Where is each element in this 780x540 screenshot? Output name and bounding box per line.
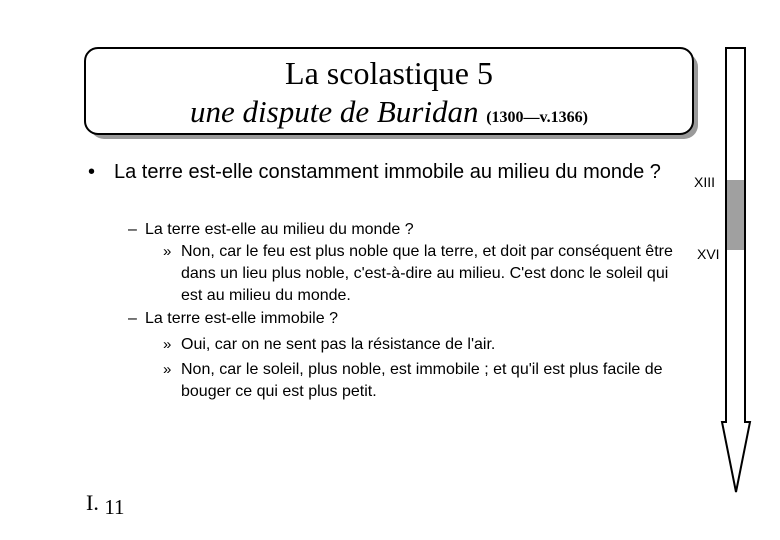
point-1-sub-1-text: Non, car le feu est plus noble que la terre, et doit par conséquent être dans un lieu plus noble, c'est-à-dire au milieu. C'est donc le soleil qui est au milieu du monde.	[181, 243, 673, 304]
timeline-arrow-outline	[722, 48, 750, 492]
timeline-arrow	[718, 44, 754, 496]
point-2	[128, 308, 668, 330]
point-2-text: La terre est-elle immobile ?	[145, 310, 338, 327]
point-2-sub-1	[163, 334, 698, 356]
chevron-mark: »	[163, 243, 172, 260]
point-1-text: La terre est-elle au milieu du monde ?	[145, 221, 414, 238]
page-prefix: I.	[86, 490, 99, 515]
timeline-label-end: XVI	[697, 246, 720, 262]
subtitle-text: une dispute de Buridan	[190, 94, 479, 129]
chevron-mark: »	[163, 361, 172, 378]
subtitle-dates: (1300—v.1366)	[486, 109, 588, 126]
dash-mark: –	[128, 310, 137, 327]
point-2-sub-2-text: Non, car le soleil, plus noble, est immobile ; et qu'il est plus facile de bouger ce qui est plus petit.	[181, 361, 663, 400]
main-bullet-text: La terre est-elle constamment immobile au milieu du monde ?	[114, 161, 661, 183]
dash-mark: –	[128, 221, 137, 238]
point-1-sub-1	[163, 241, 675, 307]
timeline-highlight	[726, 180, 745, 250]
point-2-sub-1-text: Oui, car on ne sent pas la résistance de l'air.	[181, 336, 496, 353]
point-1	[128, 219, 668, 241]
point-2-sub-2	[163, 359, 698, 403]
page-number-value: 11	[104, 495, 125, 519]
bullet-mark: •	[88, 161, 96, 183]
slide-subtitle	[86, 95, 692, 135]
main-bullet	[88, 161, 688, 184]
chevron-mark: »	[163, 336, 172, 353]
slide-title: La scolastique 5	[285, 55, 493, 91]
timeline-label-start: XIII	[694, 174, 716, 190]
title-box	[84, 47, 694, 135]
page-number	[86, 490, 125, 519]
